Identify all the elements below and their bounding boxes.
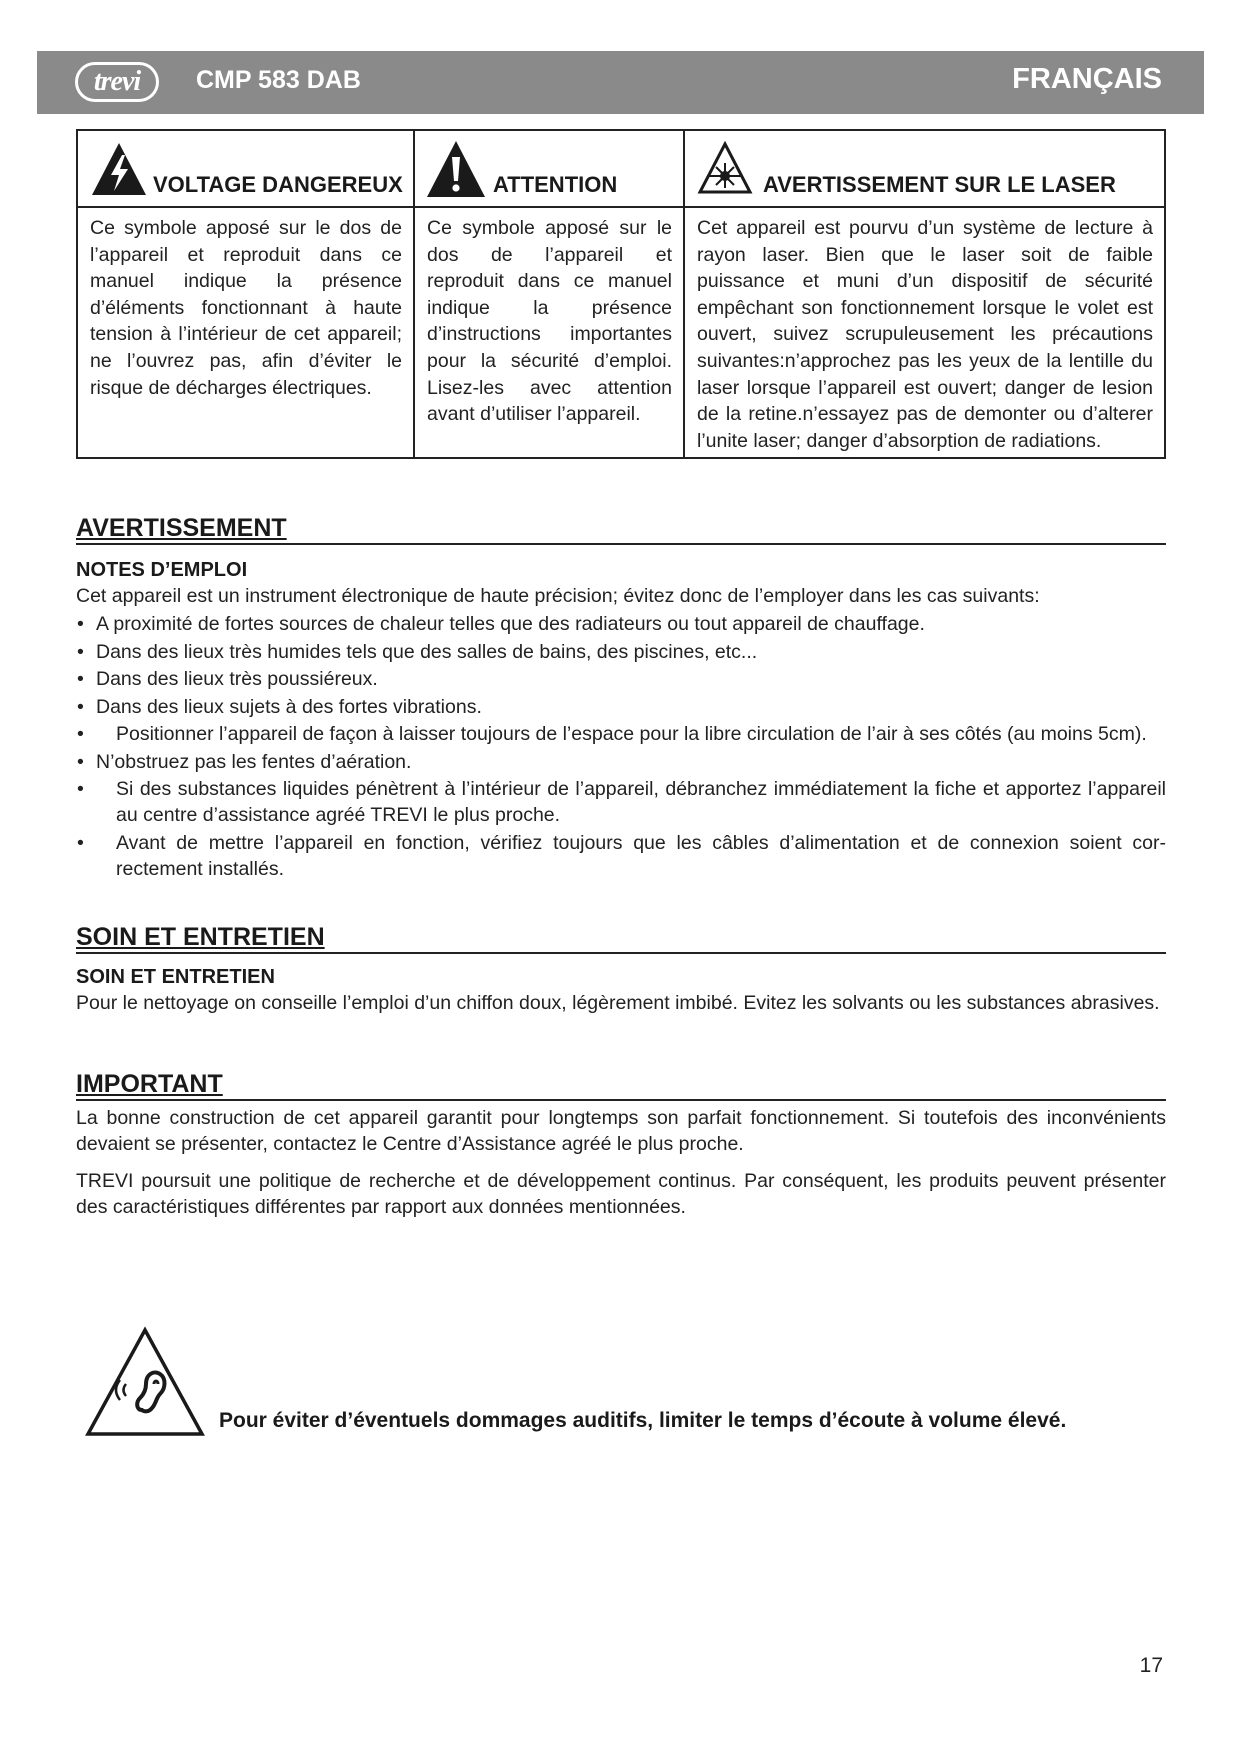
important-paragraph-1: La bonne construction de cet appareil garantit pour longtemps son parfait fonctionnement. Si toutefois des inconvénients devaient se présenter, contactez le Centre d’Assistance agréé le plus proche. — [76, 1107, 1166, 1155]
warning-voltage — [78, 131, 413, 457]
header-band — [37, 51, 1204, 114]
hearing-warning-icon — [84, 1326, 206, 1438]
avertissement-list — [76, 611, 1166, 883]
laser-triangle-icon — [697, 141, 753, 195]
list-item: • Dans des lieux très humides tels que des salles de bains, des piscines, etc... — [76, 639, 1166, 665]
trevi-logo — [75, 62, 159, 102]
model-name: CMP 583 DAB — [196, 66, 361, 94]
logo-text: trevi — [93, 66, 141, 97]
warning-text: Cet appareil est pourvu d’un système de lecture à rayon laser. Bien que le laser soit de faible puissance et muni d’un dispositif de sécurité empêchant son fonctionnement lorsque le volet est ouvert, suivez scrupuleusement les précautions suivantes:n’approchez pas les yeux de la lentille du laser lorsque l’appareil est ouvert; danger de lesion de la retine.n’essayez pas de demonter ou d’alterer l’unite laser; danger d’absorption de radiations. — [697, 217, 1153, 452]
avertissement-intro: Cet appareil est un instrument électronique de haute précision; évitez donc de l’employer dans les cas suivants: — [76, 585, 1040, 607]
important-paragraph-2: TREVI poursuit une politique de recherche et de développement continus. Par conséquent, les produits peuvent présenter des caractéristiques différentes par rapport aux données mentionnées. — [76, 1170, 1166, 1218]
list-item: • N’obstruez pas les fentes d’aération. — [76, 749, 1166, 775]
warning-laser — [683, 131, 1164, 457]
hearing-warning-text: Pour éviter d’éventuels dommages auditifs, limiter le temps d’écoute à volume élevé. — [219, 1409, 1067, 1432]
notes-emploi-subheading: NOTES D’EMPLOI — [76, 559, 248, 581]
warning-text: Ce symbole apposé sur le dos de l’appareil et reproduit dans ce manuel indique la présence d’instructions importantes pour la sécurité d’emploi. Lisez-les avec attention avant d’utiliser l’appareil. — [427, 217, 672, 426]
list-item: • Dans des lieux sujets à des fortes vibrations. — [76, 694, 1166, 720]
section-soin-title: SOIN ET ENTRETIEN — [76, 924, 1166, 954]
warning-attention — [413, 131, 683, 457]
soin-text: Pour le nettoyage on conseille l’emploi d’un chiffon doux, légèrement imbibé. Evitez les solvants ou les substances abrasives. — [76, 992, 1160, 1014]
list-item: • A proximité de fortes sources de chaleur telles que des radiateurs ou tout appareil de chauffage. — [76, 611, 1166, 637]
soin-subheading: SOIN ET ENTRETIEN — [76, 966, 275, 988]
warning-title: AVERTISSEMENT SUR LE LASER — [763, 172, 1116, 197]
page-number: 17 — [1139, 1654, 1163, 1677]
warning-table — [76, 129, 1166, 459]
exclamation-triangle-icon — [425, 139, 487, 199]
section-important-title: IMPORTANT — [76, 1071, 1166, 1101]
warning-title: ATTENTION — [493, 172, 618, 197]
list-item: • Positionner l’appareil de façon à laisser toujours de l’espace pour la libre circulation de l’air à ses côtés (au moins 5cm). — [76, 721, 1166, 747]
lightning-triangle-icon — [90, 141, 148, 197]
list-item: • Si des substances liquides pénètrent à l’intérieur de l’appareil, débranchez immédiatement la fiche et apportez l’appareil au centre d’assistance agréé TREVI le plus proche. — [76, 776, 1166, 828]
list-item: • Dans des lieux très poussiéreux. — [76, 666, 1166, 692]
warning-title: VOLTAGE DANGEREUX — [153, 172, 403, 197]
section-avertissement-title: AVERTISSEMENT — [76, 515, 1166, 545]
language-label: FRANÇAIS — [1012, 63, 1162, 95]
list-item: • Avant de mettre l’appareil en fonction, vérifiez toujours que les câbles d’alimentation et de connexion soient cor-rectement installés. — [76, 830, 1166, 882]
warning-text: Ce symbole apposé sur le dos de l’appareil et reproduit dans ce manuel indique la présence d’éléments fonctionnant à haute tension à l’intérieur de cet appareil; ne l’ouvrez pas, afin d’éviter le risque de décharges électriques. — [90, 217, 402, 399]
